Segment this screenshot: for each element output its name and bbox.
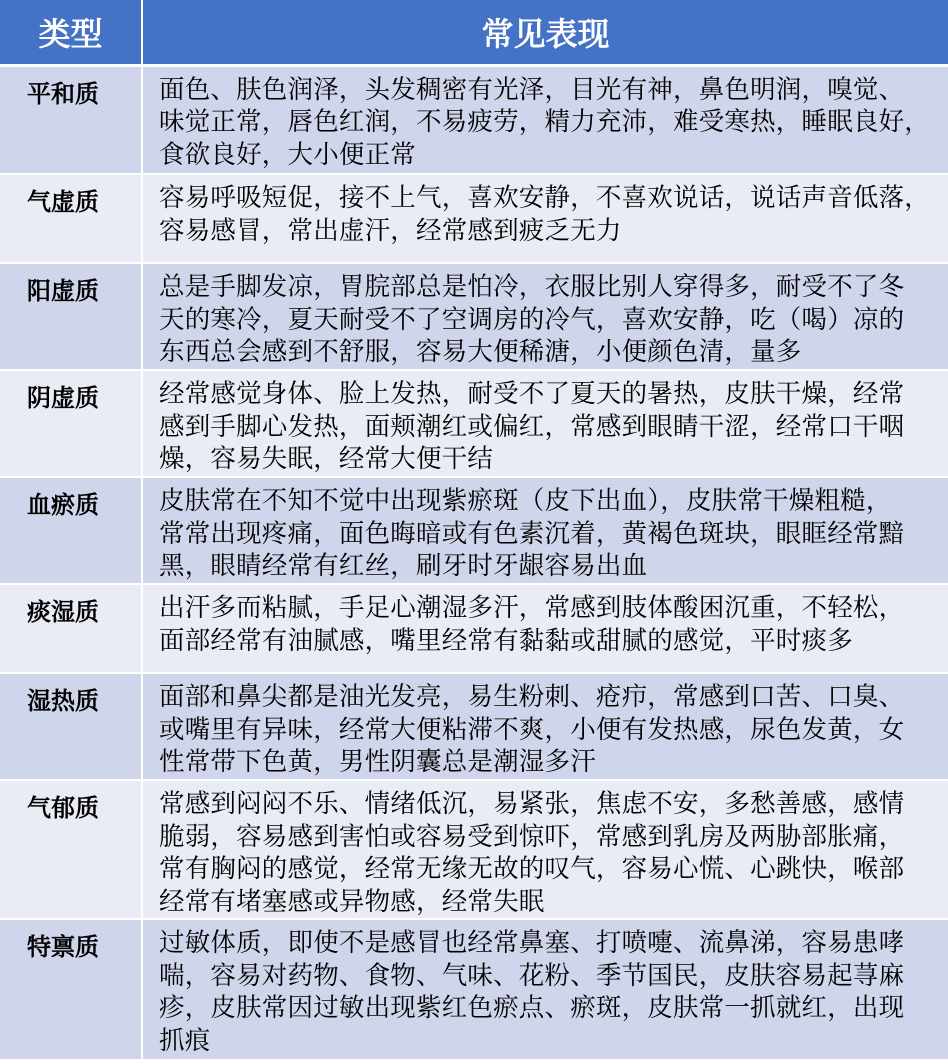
type-cell: 血瘀质 [0,477,142,584]
symptom-cell [142,174,948,263]
symptom-line: 皮肤常在不知不觉中出现紫瘀斑（皮下出血），皮肤常干燥粗糙， [159,486,892,516]
symptom-line: 黑，眼睛经常有红丝，刷牙时牙龈容易出血 [159,551,648,581]
symptom-line: 容易感冒，常出虚汗，经常感到疲乏无力 [159,215,622,246]
table-row [0,263,948,370]
symptom-line: 面部经常有油腻感，嘴里经常有黏黏或甜腻的感觉，平时痰多 [159,625,853,656]
symptom-line: 常常出现疼痛，面色晦暗或有色素沉着，黄褐色斑块，眼眶经常黯 [159,518,905,549]
type-cell: 气虚质 [0,174,142,263]
symptom-cell [142,263,948,370]
type-cell: 痰湿质 [0,584,142,673]
symptom-line: 抓痕 [159,1025,211,1056]
table-row [0,477,948,584]
symptom-cell [142,780,948,919]
symptom-line: 经常有堵塞感或异物感，经常失眠 [159,886,545,917]
table-row [0,65,948,174]
symptom-line: 常感到闷闷不乐、情绪低沉，易紧张，焦虑不安，多愁善感，感情 [159,789,905,819]
symptom-cell [142,477,948,584]
type-cell: 湿热质 [0,673,142,780]
symptom-line: 性常带下色黄，男性阴囊总是潮湿多汗 [159,747,596,777]
symptom-line: 感到手脚心发热，面颊潮红或偏红，常感到眼睛干涩，经常口干咽 [159,411,905,442]
type-cell: 阳虚质 [0,263,142,370]
symptom-line: 过敏体质，即使不是感冒也经常鼻塞、打喷嚏、流鼻涕，容易患哮 [159,928,905,958]
symptom-line: 面色、肤色润泽，头发稠密有光泽，目光有神，鼻色明润，嗅觉、 [159,74,905,105]
type-cell: 气郁质 [0,780,142,919]
symptom-line: 东西总会感到不舒服，容易大便稀溏，小便颜色清，量多 [159,337,802,367]
symptom-line: 常有胸闷的感觉，经常无缘无故的叹气，容易心慌、心跳快，喉部 [159,854,905,884]
symptom-line: 疹，皮肤常因过敏出现紫红色瘀点、瘀斑，皮肤常一抓就红，出现 [159,993,905,1023]
symptom-line: 天的寒冷，夏天耐受不了空调房的冷气，喜欢安静，吃（喝）凉的 [159,304,905,335]
type-cell: 平和质 [0,65,142,174]
header-type: 类型 [0,0,142,65]
symptom-line: 面部和鼻尖都是油光发亮，易生粉刺、疮疖，常感到口苦、口臭、 [159,682,905,712]
table-row [0,370,948,477]
symptom-line: 经常感觉身体、脸上发热，耐受不了夏天的暑热，皮肤干燥，经常 [159,379,905,409]
symptom-cell [142,584,948,673]
symptom-cell [142,673,948,780]
table-row [0,174,948,263]
symptom-cell [142,65,948,174]
symptom-line: 容易呼吸短促，接不上气，喜欢安静，不喜欢说话，说话声音低落， [159,183,931,213]
symptom-line: 食欲良好，大小便正常 [159,139,417,170]
table-row [0,919,948,1060]
table-row [0,780,948,919]
symptom-line: 总是手脚发凉，胃脘部总是怕冷，衣服比别人穿得多，耐受不了冬 [159,272,905,302]
symptom-line: 出汗多而粘腻，手足心潮湿多汗，常感到肢体酸困沉重，不轻松， [159,593,905,623]
symptom-cell [142,370,948,477]
type-cell: 特禀质 [0,919,142,1060]
table-header-row [0,0,948,65]
symptom-line: 味觉正常，唇色红润，不易疲劳，精力充沛，难受寒热，睡眠良好， [159,107,931,137]
symptom-cell [142,919,948,1060]
symptom-line: 燥，容易失眠，经常大便干结 [159,444,494,474]
symptom-line: 喘，容易对药物、食物、气味、花粉、季节国民，皮肤容易起荨麻 [159,960,905,991]
symptom-line: 或嘴里有异味，经常大便粘滞不爽，小便有发热感，尿色发黄，女 [159,714,905,745]
type-cell: 阴虚质 [0,370,142,477]
header-symptoms: 常见表现 [142,0,948,65]
table-row [0,673,948,780]
table-row [0,584,948,673]
symptom-line: 脆弱，容易感到害怕或容易受到惊吓，常感到乳房及两胁部胀痛， [159,821,905,852]
